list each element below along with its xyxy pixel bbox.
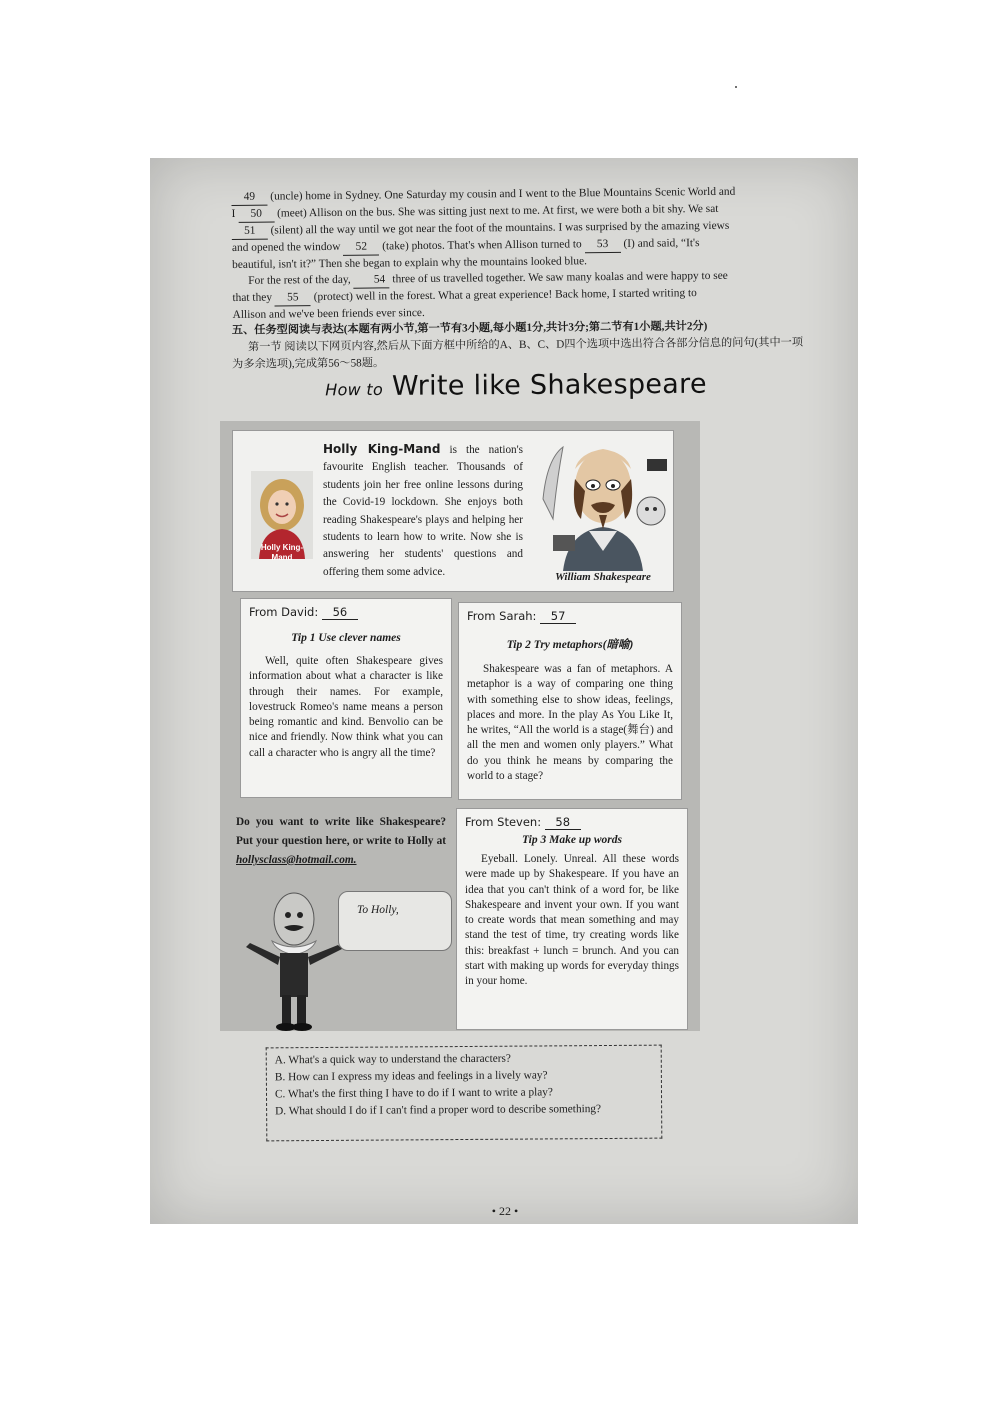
passage-text: and opened the window — [231, 240, 341, 254]
teacher-name: Holly King-Mand — [323, 442, 441, 456]
ask-text — [236, 813, 446, 870]
bleed-through-text — [725, 488, 855, 505]
shakespeare-illustration-icon — [533, 439, 673, 571]
blank-52: 52 — [343, 238, 379, 255]
tip-1-title: Tip 1 Use clever names — [291, 632, 401, 644]
david-card — [240, 598, 452, 798]
passage-text: (uncle) home in Sydney. One Saturday my cousin and I went to the Blue Mountains Scenic World and — [270, 185, 736, 203]
option-c: C. What's the first thing I have to do if I want to write a play? — [274, 1086, 553, 1101]
intro-text — [323, 441, 523, 581]
holly-email-link[interactable]: hollysclass@hotmail.com. — [236, 854, 357, 866]
shakespeare-caption: William Shakespeare — [555, 571, 651, 583]
option-a: A. What's a quick way to understand the characters? — [274, 1052, 511, 1067]
section-heading: 五、任务型阅读与表达(本题有两小节,第一节有3小题,每小题1分,共计3分;第二节有1小题,共计2分) — [231, 320, 708, 337]
passage-text: (meet) Allison on the bus. She was sitting just next to me. At first, we were both a bit shy. We sat — [277, 202, 719, 220]
photographed-page — [150, 158, 858, 1224]
blank-56: 56 — [322, 605, 358, 620]
speech-bubble — [338, 891, 452, 951]
passage-text: I — [231, 207, 236, 220]
tip-2-title: Tip 2 Try metaphors(暗喻) — [506, 639, 634, 651]
bubble-text: To Holly, — [357, 904, 399, 916]
holly-photo-label: Holly King-Mand — [260, 543, 304, 562]
david-from: From David: — [249, 605, 319, 619]
passage-text: that they — [232, 291, 273, 304]
tip-3-body: Eyeball. Lonely. Unreal. All these words were made up by Shakespeare. If you have an idea that you can't think of a word for, be like Shakespeare and invent your own. If you want to create words that mean something and may stand the test of time, try creating words like this: breakfast + lunch = brunch. And you can start with making up words for everyday things in your home. — [465, 853, 679, 988]
sarah-card — [458, 602, 682, 800]
stray-dot — [735, 86, 737, 88]
sarah-heading — [467, 609, 681, 624]
shakespeare-mascot-icon — [236, 883, 346, 1033]
blank-49: 49 — [231, 189, 267, 206]
passage-text: (silent) all the way until we got near the foot of the mountains. I was surprised by the amazing views — [270, 219, 730, 237]
steven-heading — [465, 815, 687, 830]
steven-card — [456, 808, 688, 1030]
section-heading-block — [232, 318, 804, 374]
sarah-from: From Sarah: — [467, 609, 537, 623]
steven-from: From Steven: — [465, 815, 542, 829]
ask-question: Do you want to write like Shakespeare? Put your question here, or write to Holly at — [236, 816, 446, 847]
blank-58: 58 — [545, 815, 581, 830]
blank-50: 50 — [238, 206, 274, 223]
page-number: • 22 • — [491, 1204, 519, 1218]
intro-description: is the nation's favourite English teacher. Thousands of students join her free online lessons during the Covid-19 lockdown. She enjoys both reading Shakespeare's plays and helping her students to learn how to write. Now she is answering her students' questions and offering them some advice. — [323, 444, 524, 578]
page-title — [286, 368, 746, 402]
passage-text: For the rest of the day, — [248, 273, 351, 287]
tip-1-body: Well, quite often Shakespeare gives information about what a character is like through their names. For example, lovestruck Romeo's name means a person being romantic and kind. Benvolio can be nice and friendly. Now think what you can call a character who is angry all the time? — [249, 655, 443, 759]
blank-54: 54 — [353, 271, 389, 288]
david-heading — [249, 605, 451, 620]
option-b: B. How can I express my ideas and feelings in a lively way? — [274, 1069, 548, 1084]
title-prefix: How to — [325, 379, 384, 400]
blank-51: 51 — [232, 223, 268, 240]
answer-options-box — [266, 1045, 663, 1142]
blank-57: 57 — [540, 609, 576, 624]
passage-text: Allison and we've been friends ever since. — [232, 306, 425, 321]
cloze-passage — [231, 183, 802, 323]
passage-text: (protect) well in the forest. What a great experience! Back home, I started writing to — [313, 287, 697, 304]
tip-3-title: Tip 3 Make up words — [522, 834, 622, 846]
title-main: Write like Shakespeare — [391, 368, 707, 402]
ask-holly-card — [230, 813, 452, 1023]
passage-text: (take) photos. That's when Allison turned to — [382, 238, 582, 253]
section-instruction: 第一节 阅读以下网页内容,然后从下面方框中所给的A、B、C、D四个选项中选出符合各部分信息的问句(其中一项为多余选项),完成第56～58题。 — [232, 336, 804, 371]
passage-text: (I) and said, “It's — [623, 237, 700, 250]
blank-55: 55 — [275, 289, 311, 306]
passage-text: three of us travelled together. We saw many koalas and were happy to see — [392, 269, 728, 286]
blank-53: 53 — [585, 236, 621, 253]
option-d: D. What should I do if I can't find a proper word to describe something? — [275, 1103, 602, 1118]
passage-text: beautiful, isn't it?” Then she began to explain why the mountains looked blue. — [232, 255, 588, 271]
intro-card — [232, 430, 674, 592]
tip-2-body: Shakespeare was a fan of metaphors. A metaphor is a way of comparing one thing with something else to show ideas, feelings, places and more. In the play As You Like It, he writes, “All the world is a stage(舞台) and all the men and women only players.” What do you think he means by comparing the world to a stage? — [467, 663, 673, 783]
